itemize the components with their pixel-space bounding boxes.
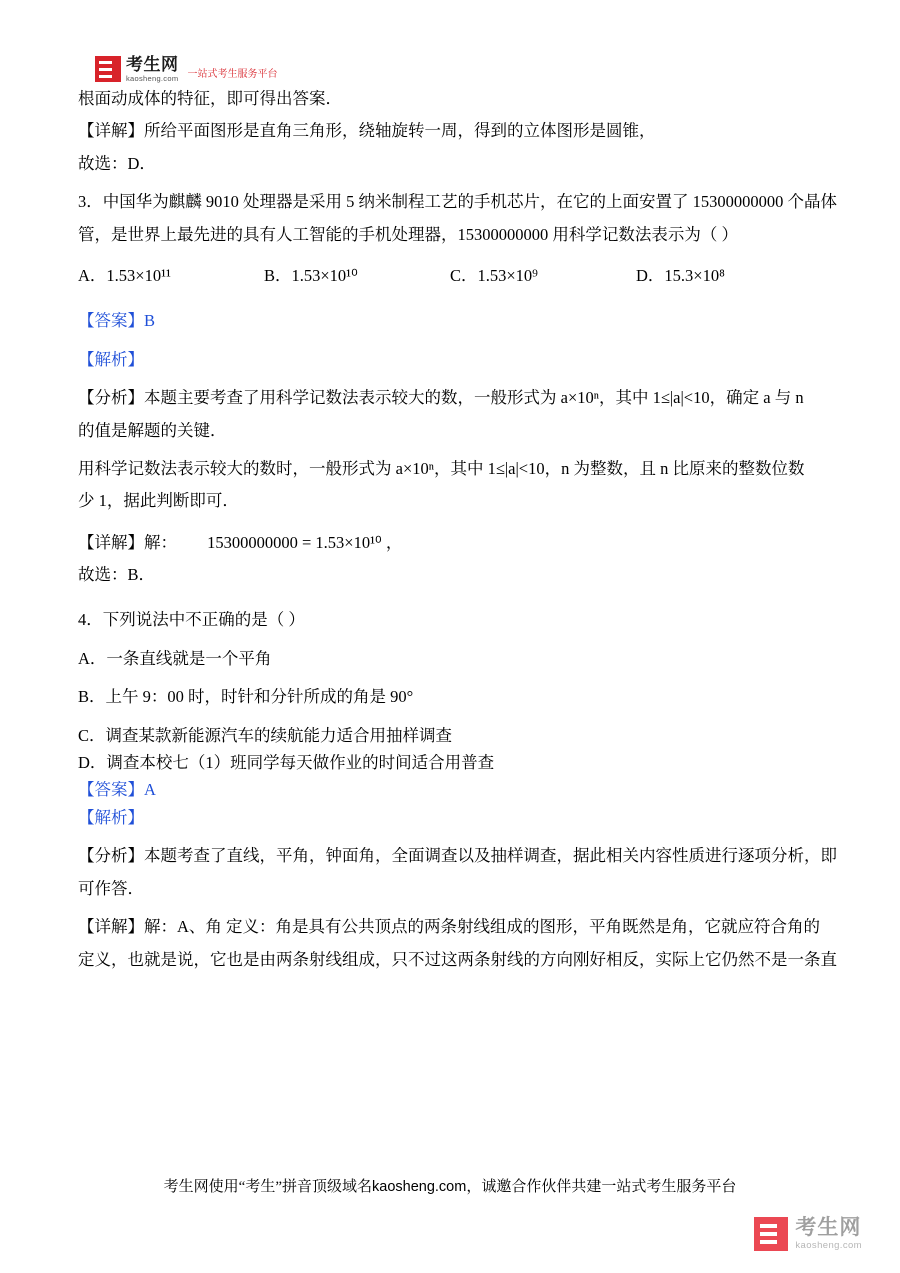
q3-option-d[interactable]: D．15.3×10⁸ — [636, 266, 725, 286]
q2-answer: 故选：D． — [78, 153, 156, 173]
q4-stem-text: 4．下列说法中不正确的是（ ） — [78, 610, 305, 630]
page-footer — [0, 1175, 900, 1196]
footer-watermark — [754, 1217, 862, 1251]
watermark-domain: kaosheng.com — [795, 1240, 862, 1252]
q3-option-b[interactable]: B．1.53×10¹⁰ — [264, 266, 358, 286]
q3-analysis-line-4: 少 1，据此判断即可． — [78, 491, 239, 511]
q4-analysis-line-2: 可作答． — [78, 878, 144, 898]
logo-title: 考生网 — [126, 55, 179, 74]
q4-detail-line-2: 定义，也就是说，它也是由两条射线组成，只不过这两条射线的方向刚好相反，实际上它仍然不是一条直 — [78, 949, 837, 969]
q4-option-c[interactable]: C．调查某款新能源汽车的续航能力适合用抽样调查 — [78, 725, 453, 745]
q3-option-c[interactable]: C．1.53×10⁹ — [450, 266, 538, 286]
q3-stem-line-2: 管，是世界上最先进的具有人工智能的手机处理器，15300000000 用科学记数法表示为（ ） — [78, 224, 738, 244]
watermark-logo-icon — [754, 1217, 788, 1251]
q3-conclusion: 故选：B． — [78, 564, 156, 584]
site-logo — [95, 56, 278, 83]
q4-analysis-line-1: 【分析】本题考查了直线，平角，钟面角，全面调查以及抽样调查，据此相关内容性质进行逐项分析，即 — [78, 846, 837, 866]
logo-mark-icon — [95, 56, 121, 82]
logo-text — [126, 56, 179, 83]
q2-explanation: 【详解】所给平面图形是直角三角形，绕轴旋转一周，得到的立体图形是圆锥， — [78, 121, 656, 141]
footer-text-before: 考生网使用“考生”拼音顶级域名 — [163, 1179, 372, 1195]
q3-analysis-line-1: 【分析】本题主要考查了用科学记数法表示较大的数，一般形式为 a×10ⁿ，其中 1≤|a|<10，确定 a 与 n — [78, 388, 804, 408]
footer-text-after: ，诚邀合作伙伴共建一站式考生服务平台 — [466, 1179, 737, 1195]
logo-slogan: 一站式考生服务平台 — [187, 68, 278, 80]
q4-option-a[interactable]: A．一条直线就是一个平角 — [78, 648, 272, 668]
document-body — [78, 88, 837, 981]
q3-detail-prefix: 【详解】解： — [78, 532, 177, 552]
q3-options — [78, 262, 823, 286]
footer-domain: kaosheng.com — [372, 1179, 467, 1195]
logo-domain: kaosheng.com — [126, 74, 179, 83]
q3-detail-equation: 15300000000 = 1.53×10¹⁰ — [207, 532, 382, 552]
q4-option-b[interactable]: B．上午 9：00 时，时针和分针所成的角是 90° — [78, 687, 414, 707]
q4-option-d[interactable]: D．调查本校七（1）班同学每天做作业的时间适合用普查 — [78, 753, 495, 772]
q4-detail-line-1: 【详解】解：A、角 定义：角是具有公共顶点的两条射线组成的图形，平角既然是角，它就应符合角的 — [78, 917, 821, 937]
q4-answer: 【答案】A — [78, 780, 156, 800]
q3-option-a[interactable]: A．1.53×10¹¹ — [78, 266, 171, 286]
q3-analysis-tag: 【解析】 — [78, 349, 144, 369]
q3-analysis-line-3: 用科学记数法表示较大的数时，一般形式为 a×10ⁿ，其中 1≤|a|<10，n 为整数，且 n 比原来的整数位数 — [78, 458, 805, 478]
q3-answer: 【答案】B — [78, 311, 156, 331]
paragraph-top: 根面动成体的特征，即可得出答案． — [78, 89, 342, 108]
q3-detail-line — [78, 529, 823, 553]
q4-stem — [78, 609, 823, 630]
q3-analysis-line-2: 的值是解题的关键． — [78, 420, 227, 440]
q4-analysis-tag: 【解析】 — [78, 807, 144, 827]
q3-detail-suffix: ， — [385, 532, 403, 552]
watermark-title: 考生网 — [795, 1216, 862, 1240]
q3-stem-line-1: 3．中国华为麒麟 9010 处理器是采用 5 纳米制程工艺的手机芯片，在它的上面安置了 15300000000 个晶体 — [78, 192, 837, 212]
